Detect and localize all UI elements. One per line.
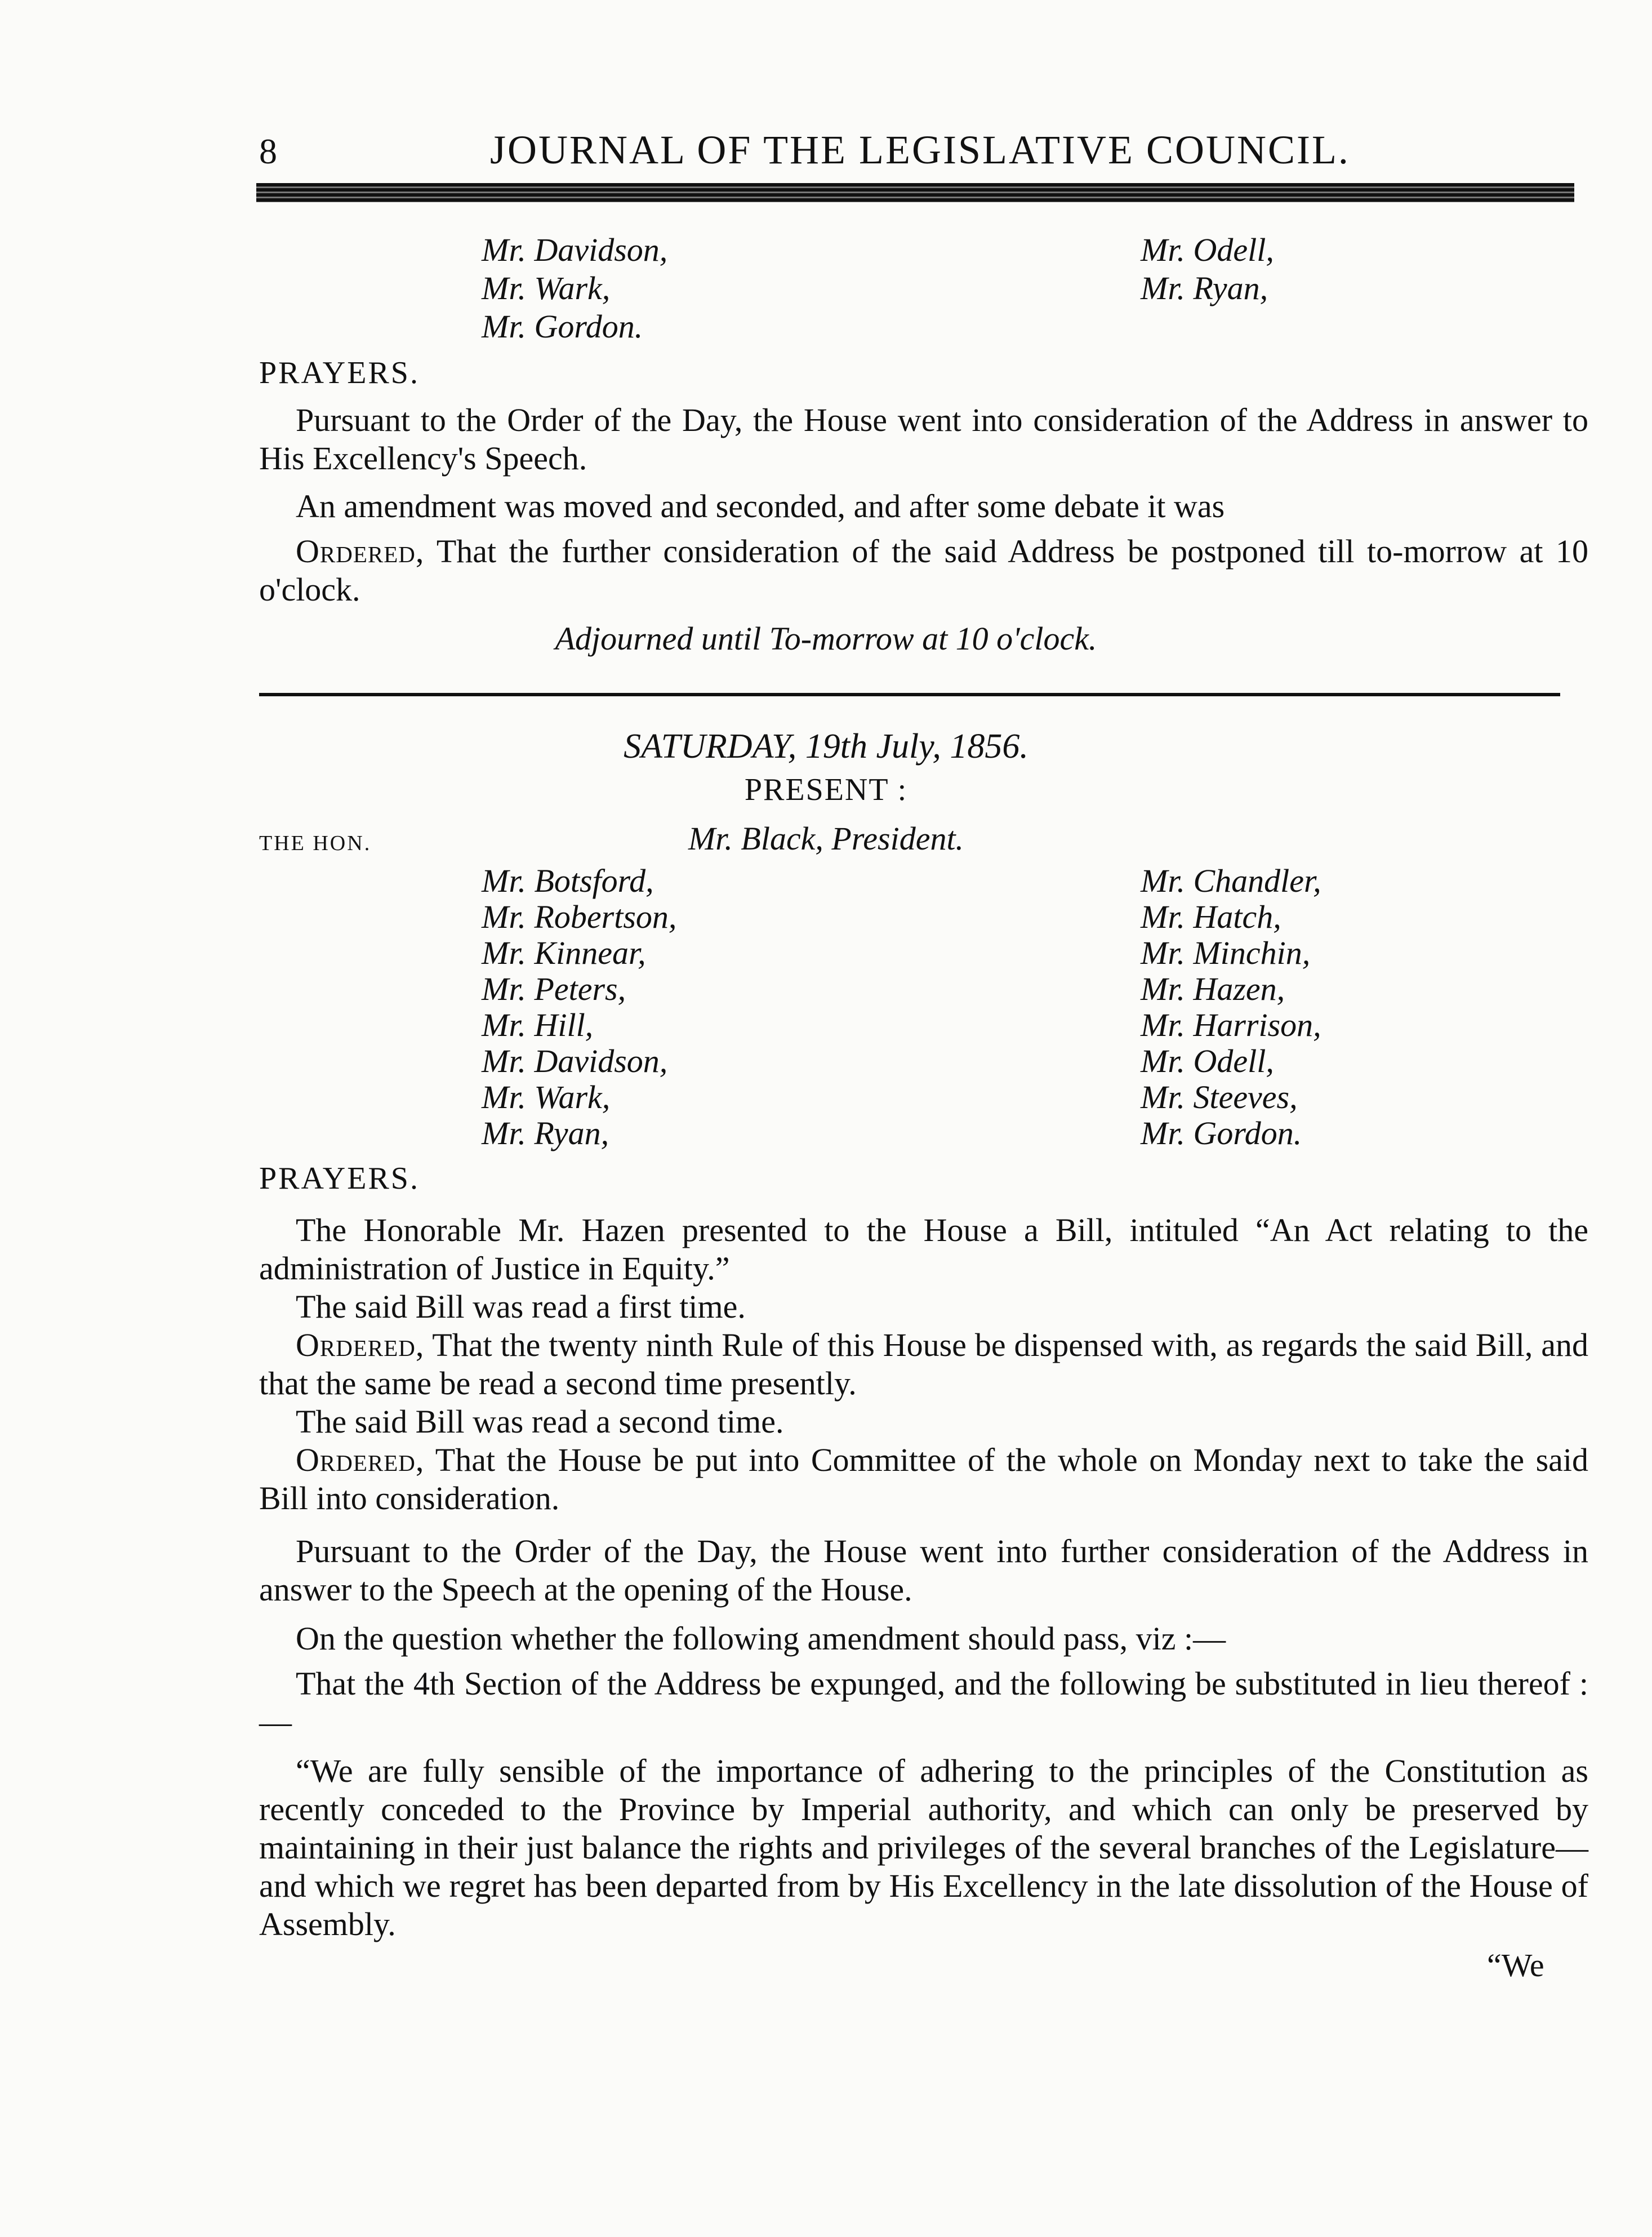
paragraph: An amendment was moved and seconded, and after some debate it was [296,488,1225,524]
member-name: Mr. Harrison, [1141,1007,1321,1043]
member-name: Mr. Odell, [1141,1043,1274,1079]
ordered-label: Ordered, [296,1442,425,1478]
member-name: Mr. Odell, [1141,232,1274,268]
president-line: Mr. Black, President. [688,820,964,857]
member-name: Mr. Gordon. [1141,1115,1302,1151]
paragraph [259,1326,1588,1403]
prayers-heading: PRAYERS. [259,1161,420,1196]
paragraph: Pursuant to the Order of the Day, the House went into further consideration of the Address in answer to the Speech at the opening of the House. [259,1533,1588,1608]
member-name: Mr. Gordon. [482,308,643,345]
prayers-heading: PRAYERS. [259,355,420,390]
member-name: Mr. Davidson, [482,232,668,268]
member-name: Mr. Robertson, [482,899,677,935]
page-number: 8 [259,131,277,171]
page-title: JOURNAL OF THE LEGISLATIVE COUNCIL. [490,127,1350,172]
paragraph-text: That the House be put into Committee of the whole on Monday next to take the said Bill into consideration. [259,1442,1588,1516]
member-name: Mr. Wark, [482,1079,611,1115]
member-name: Mr. Ryan, [1141,270,1268,306]
member-name: Mr. Botsford, [482,862,654,899]
ordered-label: Ordered, [296,533,425,570]
paragraph: On the question whether the following amendment should pass, viz :— [296,1620,1226,1657]
member-name: Mr. Steeves, [1141,1079,1298,1115]
paragraph: The said Bill was read a second time. [296,1403,784,1440]
paragraph-text: That the further consideration of the said Address be postponed till to-morrow at 10 o'clock. [259,533,1588,608]
ordered-label: Ordered, [296,1327,425,1363]
member-name: Mr. Hazen, [1141,971,1285,1007]
paragraph: Pursuant to the Order of the Day, the House went into consideration of the Address in answer to His Excellency's Speech. [259,402,1588,477]
member-name: Mr. Davidson, [482,1043,668,1079]
paragraph: That the 4th Section of the Address be expunged, and the following be substituted in lieu thereof :— [259,1665,1588,1740]
member-name: Mr. Hill, [482,1007,594,1043]
member-name: Mr. Minchin, [1141,935,1311,971]
present-heading: PRESENT : [744,772,908,807]
member-name: Mr. Peters, [482,971,626,1007]
quoted-amendment: “We are fully sensible of the importance of adhering to the principles of the Constitution as recently conceded to the Province by Imperial authority, and which can only be preserved by maintaining in their just balance the rights and privileges of the several branches of the Legislature—and which we regret has been departed from by His Excellency in the late dissolution of the House of Assembly. [259,1753,1588,1942]
paragraph: The Honorable Mr. Hazen presented to the House a Bill, intituled “An Act relating to the administration of Justice in Equity.” [259,1212,1588,1287]
catchword: “We [1487,1947,1544,1983]
member-name: Mr. Hatch, [1141,899,1281,935]
the-hon-label: THE HON. [259,831,372,855]
section-divider [259,693,1560,696]
paragraph [259,1441,1588,1518]
adjournment-note: Adjourned until To-morrow at 10 o'clock. [555,620,1097,657]
paragraph [259,532,1588,609]
paragraph-text: That the twenty ninth Rule of this House be dispensed with, as regards the said Bill, and that the same be read a second time presently. [259,1327,1588,1402]
sitting-date: SATURDAY, 19th July, 1856. [624,727,1028,766]
member-name: Mr. Ryan, [482,1115,609,1151]
paragraph: The said Bill was read a first time. [296,1288,746,1325]
member-name: Mr. Kinnear, [482,935,646,971]
member-name: Mr. Wark, [482,270,611,306]
header-rule [256,183,1574,202]
member-name: Mr. Chandler, [1141,862,1321,899]
